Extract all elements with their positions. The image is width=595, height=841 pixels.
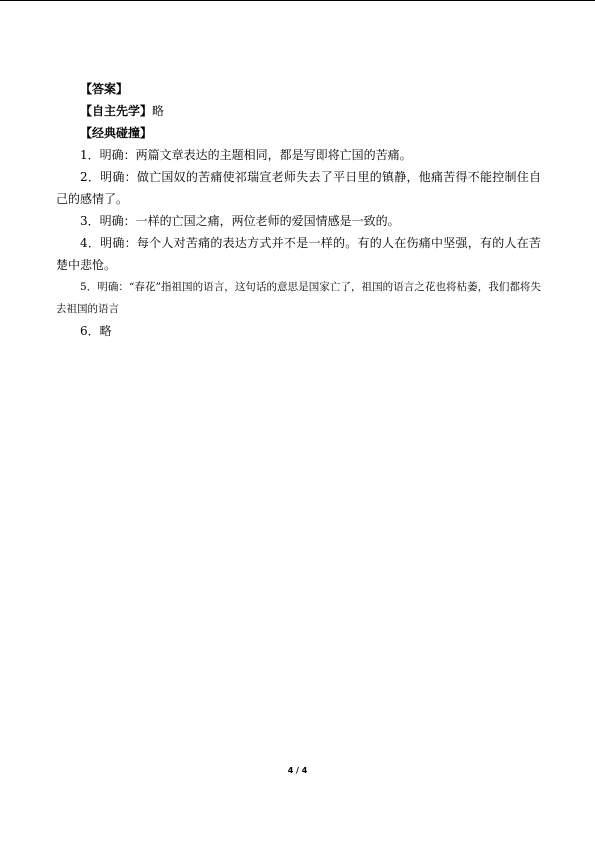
- answer-item-1: 1．明确：两篇文章表达的主题相同，都是写即将亡国的苦痛。: [80, 148, 412, 162]
- answer-content: [56, 78, 541, 342]
- answer-item-2: 2．明确：做亡国奴的苦痛使祁瑞宣老师失去了平日里的镇静，他痛苦得不能控制住自己的感情了。: [56, 170, 541, 206]
- page-number: 4 / 4: [287, 766, 308, 775]
- answer-heading-label: 【答案】: [80, 82, 129, 96]
- answer-item-4: 4．明确：每个人对苦痛的表达方式并不是一样的。有的人在伤痛中坚强，有的人在苦楚中悲怆。: [56, 236, 541, 272]
- classic-heading-line: [56, 122, 541, 144]
- answer-item-6: 6．略: [80, 324, 112, 338]
- self-study-heading: 【自主先学】: [80, 104, 153, 118]
- top-rule: [0, 0, 595, 1]
- self-study-text: 略: [152, 104, 165, 118]
- answer-item-3: 3．明确：一样的亡国之痛，两位老师的爱国情感是一致的。: [80, 214, 400, 228]
- answer-heading: [56, 78, 541, 100]
- answer-item-5: 5．明确：“春花”指祖国的语言，这句话的意思是国家亡了，祖国的语言之花也将枯萎，我们都将失去祖国的语言: [56, 281, 541, 315]
- self-study-line: [56, 100, 541, 122]
- classic-heading: 【经典碰撞】: [80, 126, 153, 140]
